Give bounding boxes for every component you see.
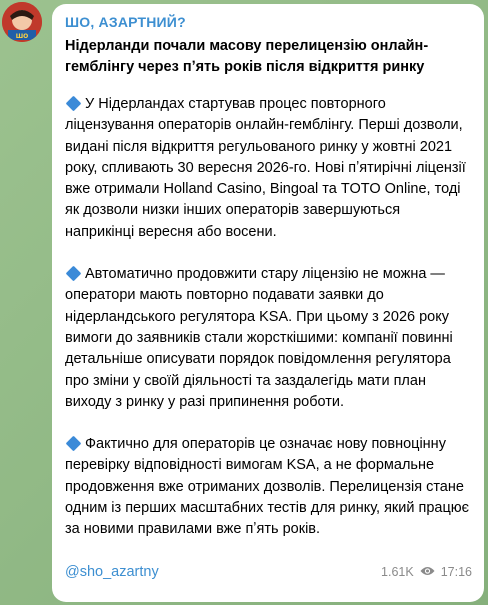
- paragraph-text: Фактично для операторів це означає нову повноцінну перевірку відповідності вимогам KSA, а не формальне продовження вже отриманих дозволів. Перелицензія стане одним із перших масштабних тестів для ринку, який працює за новими правилами вже пʼять років.: [65, 436, 470, 538]
- message-meta: [381, 565, 472, 579]
- svg-text:ШО: ШО: [15, 33, 29, 40]
- post-paragraph-2: [65, 264, 470, 413]
- message-bubble: [52, 4, 484, 602]
- blue-diamond-icon: [66, 96, 82, 112]
- blue-diamond-icon: [66, 266, 82, 282]
- paragraph-text: У Нідерландах стартував процес повторного ліцензування операторів онлайн-гемблінгу. Перші дозволи, видані після відкриття регульованого ринку у жовтні 2021 року, спливають 30 вересня 2026-го. Нові пʼятирічні ліцензії вже отримали Holland Casino, Bingoal та TOTO Online, тоді як дозволи низки інших операторів завершуються наприкінці вересня або восени.: [65, 96, 466, 240]
- post-paragraph-3: [65, 434, 470, 540]
- message-time: 17:16: [440, 565, 472, 579]
- channel-avatar[interactable]: [2, 2, 42, 42]
- post-paragraph-1: [65, 94, 470, 243]
- message-footer: [65, 564, 472, 580]
- blue-diamond-icon: [66, 436, 82, 452]
- signature-link[interactable]: @sho_azartny: [65, 564, 159, 580]
- paragraph-text: Автоматично продовжити стару ліцензію не можна — оператори мають повторно подавати заявки до нідерландського регулятора KSA. При цьому з 2026 року вимоги до заявників стали жорсткішими: компанії повинні детальніше описувати порядок повідомлення регулятора про зміни у своїй діяльності та заздалегідь мати план виходу з ринку у разі припинення роботи.: [65, 266, 453, 410]
- post-headline: Нідерланди почали масову перелицензію онлайн-гемблінгу через пʼять років після відкриття ринку: [65, 38, 429, 75]
- views-count: 1.61K: [381, 565, 414, 579]
- eye-icon: [420, 565, 435, 579]
- channel-name[interactable]: ШО, АЗАРТНИЙ?: [65, 14, 186, 30]
- casino-avatar-icon: [2, 2, 42, 42]
